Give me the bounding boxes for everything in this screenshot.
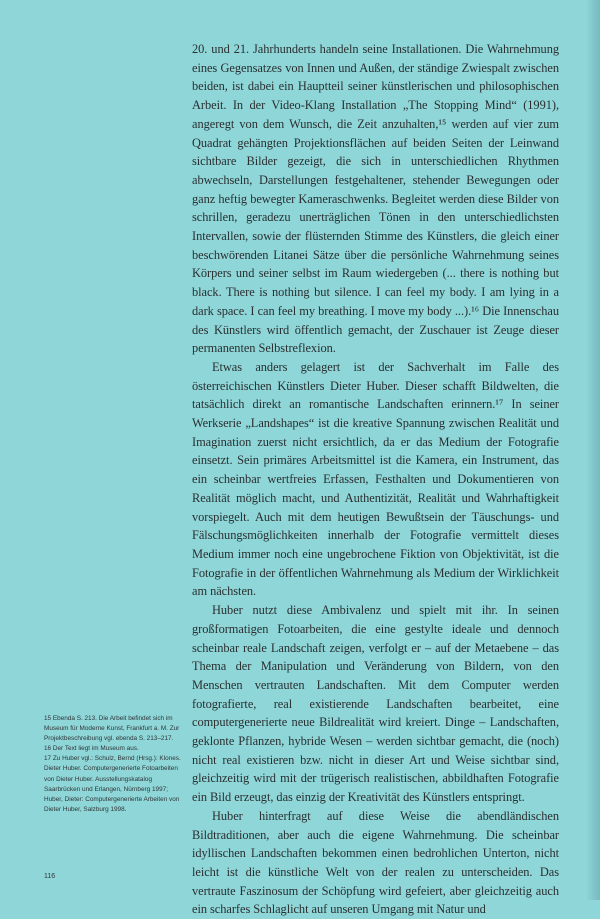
page-gutter-shadow [586,0,600,900]
paragraph: Huber nutzt diese Ambivalenz und spielt mit ihr. In seinen großformatigen Fotoarbeiten, die eine gestylte ideale und dennoch scheinbar reale Landschaft zeigen, verfolgt er – auf der Metaebene – das Thema der Manipulation und Veränderung von Bildern, von den Menschen vertrauten Landschaften. Mit dem Computer werden fotografierte, real existierende Landschaften bearbeitet, eine computergenerierte neue Bildrealität wird kreiert. Dinge – Landschaften, geklonte Pflanzen, hybride Wesen – werden sichtbar gemacht, die (noch) nicht real existieren bzw. nicht in dieser Art und Weise sichtbar sind, gleichzeitig wird mit der trügerisch realistischen, abbildhaften Fotografie ein Bild erzeugt, das einzig der Kreativität des Künstlers entspringt. [192,603,559,805]
paragraph: Huber hinterfragt auf diese Weise die abendländischen Bildtraditionen, aber auch die eigene Wahrnehmung. Die scheinbar idyllischen Landschaften bekommen einen bedrohlichen Unterton, nicht leicht ist die künstliche Welt von der realen zu unterscheiden. Das vertraute Faszinosum der Schöpfung wird gefeiert, aber gleichzeitig auch ein scharfes Schlaglicht auf unseren Umgang mit Natur und [192,808,559,917]
paragraph: 20. und 21. Jahrhunderts handeln seine Installationen. Die Wahrnehmung eines Gegensatzes von Innen und Außen, der ständige Zwiespalt zwischen beiden, ist dabei ein Hauptteil seiner künstlerischen und philosophischen Arbeit. In der Video-Klang Installation „The Stopping Mind“ (1991), angeregt von dem Wunsch, die Zeit anzuhalten,¹⁵ werden auf vier zum Quadrat gehängten Projektionsflächen auf beiden Seiten der Leinwand sichtbare Bilder gezeigt, die sich in unterschiedlichen Rhythmen abwechseln, Darstellungen festgehaltener, stehender Bewegungen oder ganz heftig bewegter Kameraschwenks. Begleitet werden diese Bilder von schrillen, geradezu unerträglichen Tönen in den unterschiedlichsten Intervallen, sowie der flüsternden Stimme des Künstlers, die gleich einer beschwörenden Litanei Sätze über die persönliche Wahrnehmung seines Körpers und seiner selbst im Raum wiedergeben (... there is nothing but black. There is nothing but silence. I can feel my body. I am lying in a dark space. I can feel my breathing. I move my body ...).¹⁶ Die Innenschau des Künstlers wird öffentlich gemacht, der Zuschauer ist Zeuge dieser permanenten Selbstreflexion. [192,42,559,356]
footnote: 15 Ebenda S. 213. Die Arbeit befindet sich im Museum für Moderne Kunst, Frankfurt a. M. Zur Projektbeschreibung vgl. ebenda S. 213–217. [44,715,180,743]
footnote: 17 Zu Huber vgl.: Schulz, Bernd (Hrsg.): Klones. Dieter Huber. Computergenerierte Fotoarbeiten von Dieter Huber. Ausstellungskatalog Saarbrücken und Erlangen, Nürnberg 1997; Huber, Dieter: Computergenerierte Arbeiten von Dieter Huber, Salzburg 1998. [44,755,181,813]
body-text [192,40,559,919]
paragraph: Etwas anders gelagert ist der Sachverhalt im Falle des österreichischen Künstlers Dieter Huber. Dieser schafft Bildwelten, die tatsächlich direkt an romantische Landschaften erinnern.¹⁷ In seiner Werkserie „Landshapes“ ist die kreative Spannung zwischen Realität und Imagination zuerst nicht ersichtlich, da er das Medium der Fotografie einsetzt. Sein primäres Arbeitsmittel ist die Kamera, ein Instrument, das ein scheinbar wertfreies Erfassen, Festhalten und Dokumentieren von Realität möglich macht, und Authentizität, Realität und Wahrhaftigkeit vorspiegelt. Auch mit dem heutigen Bewußtsein der Täuschungs- und Fälschungsmöglichkeiten innerhalb der Fotografie vermittelt dieses Medium immer noch eine ungebrochene Fiktion von Objektivität, ist die Fotografie in der öffentlichen Wahrnehmung als Medium der Wirklichkeit am nächsten. [192,359,559,599]
page-number: 116 [44,873,56,880]
footnotes [44,714,184,815]
footnote: 16 Der Text liegt im Museum aus. [44,745,139,753]
